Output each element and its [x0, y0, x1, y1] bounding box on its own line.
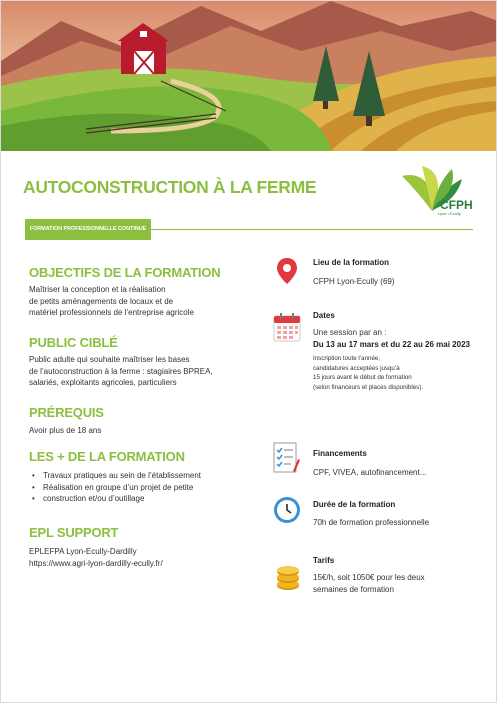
- objectifs-text: Maîtriser la conception et la réalisation de petits aménagements de locaux et de matériel professionnels de l’entreprise agricole: [29, 285, 194, 317]
- section-title-plus: LES + DE LA FORMATION: [29, 449, 185, 464]
- map-pin-icon: [275, 257, 299, 285]
- section-title-prerequis: PRÉREQUIS: [29, 405, 104, 420]
- list-item-continuation: • construction et/ou d’outillage: [29, 493, 201, 505]
- coins-icon: [274, 565, 302, 591]
- duree-title: Durée de la formation: [313, 500, 396, 509]
- list-item: • Travaux pratiques au sein de l’établissement: [29, 470, 201, 482]
- tarifs-title: Tarifs: [313, 556, 335, 565]
- document-checklist-icon: [271, 441, 303, 475]
- plus-list: [29, 470, 201, 505]
- dates-notes: Inscription toute l’année, candidatures acceptées jusqu’à 15 jours avant le début de formation (selon financeurs et places disponibles).: [313, 355, 424, 391]
- clock-icon: [273, 496, 301, 524]
- list-item: • Réalisation en groupe d’un projet de petite: [29, 482, 201, 494]
- financements-title: Financements: [313, 449, 367, 458]
- public-text: Public adulte qui souhaite maîtriser les bases de l’autoconstruction à la ferme : stagiaires BPREA, salariés, exploitants agricoles, particuliers: [29, 355, 213, 387]
- epl-text: [29, 546, 163, 569]
- page-title: AUTOCONSTRUCTION À LA FERME: [23, 177, 317, 197]
- calendar-icon: [273, 312, 301, 342]
- section-title-epl: EPL SUPPORT: [29, 525, 119, 540]
- lieu-title: Lieu de la formation: [313, 258, 390, 267]
- logo-text: CFPH: [440, 198, 473, 212]
- logo-subtext: Lyon • Ecully: [438, 211, 461, 216]
- dates-sessions: Du 13 au 17 mars et du 22 au 26 mai 2023: [313, 340, 470, 349]
- duree-value: 70h de formation professionnelle: [313, 518, 430, 527]
- epl-name: EPLEFPA Lyon-Ecully-Dardilly: [29, 547, 137, 556]
- prerequis-text: Avoir plus de 18 ans: [29, 426, 102, 435]
- epl-website-link[interactable]: https://www.agri-lyon-dardilly-ecully.fr/: [29, 558, 163, 568]
- training-type-badge: FORMATION PROFESSIONNELLE CONTINUE: [25, 219, 151, 240]
- header-divider: [151, 229, 473, 230]
- tarifs-value: 15€/h, soit 1050€ pour les deux semaines de formation: [313, 573, 425, 594]
- dates-intro: Une session par an :: [313, 328, 387, 337]
- section-title-public: PUBLIC CIBLÉ: [29, 335, 118, 350]
- financements-value: CPF, VIVEA, autofinancement...: [313, 468, 427, 477]
- farm-hero-illustration: [1, 1, 497, 151]
- section-title-objectifs: OBJECTIFS DE LA FORMATION: [29, 265, 221, 280]
- dates-title: Dates: [313, 311, 335, 320]
- lieu-value: CFPH Lyon-Ecully (69): [313, 277, 395, 286]
